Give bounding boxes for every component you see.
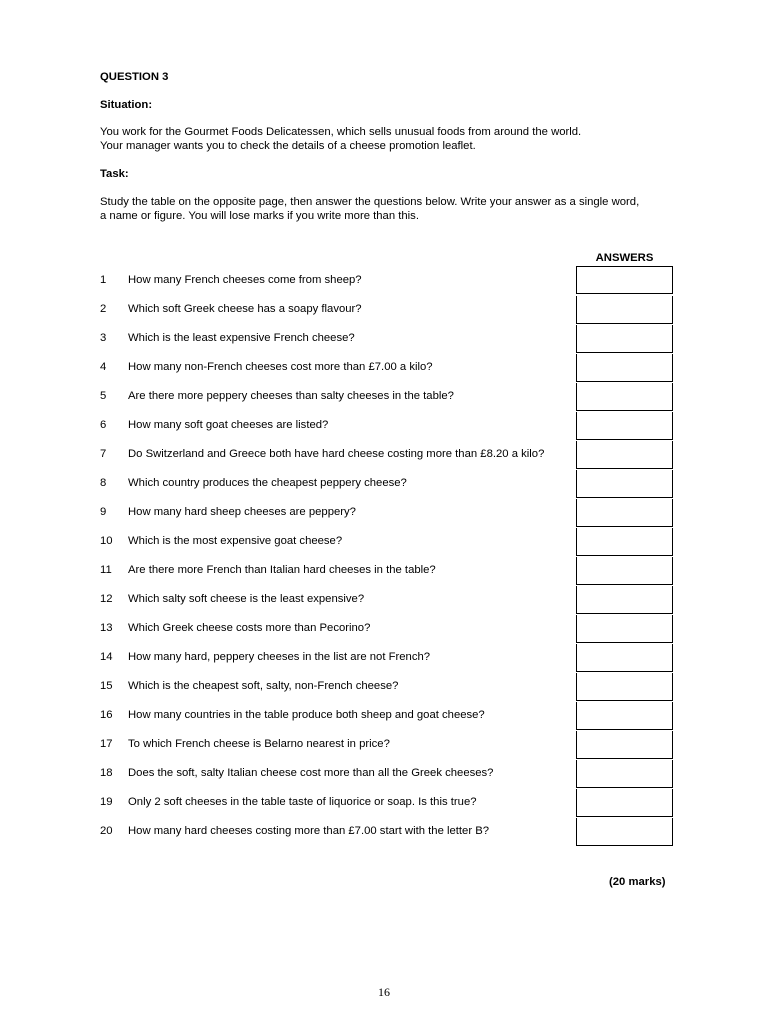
- situation-line: Your manager wants you to check the details of a cheese promotion leaflet.: [100, 140, 476, 152]
- question-number: 10: [100, 535, 113, 547]
- answer-box-20[interactable]: [576, 818, 673, 846]
- answer-box-5[interactable]: [576, 383, 673, 411]
- question-number: 17: [100, 738, 113, 750]
- answer-box-4[interactable]: [576, 354, 673, 382]
- answer-box-13[interactable]: [576, 615, 673, 643]
- question-text: How many hard, peppery cheeses in the list are not French?: [128, 651, 431, 663]
- answer-box-19[interactable]: [576, 789, 673, 817]
- question-number: 18: [100, 767, 113, 779]
- task-line: a name or figure. You will lose marks if you write more than this.: [100, 210, 419, 222]
- question-number: 11: [100, 564, 112, 576]
- question-number: 7: [100, 448, 107, 460]
- question-text: Which is the cheapest soft, salty, non-French cheese?: [128, 680, 399, 692]
- task-line: Study the table on the opposite page, then answer the questions below. Write your answer as a single word,: [100, 196, 640, 208]
- situation-label: Situation:: [100, 99, 153, 111]
- question-number: 20: [100, 825, 113, 837]
- question-number: 5: [100, 390, 107, 402]
- answer-box-6[interactable]: [576, 412, 673, 440]
- question-text: Which is the least expensive French cheese?: [128, 332, 355, 344]
- question-text: Are there more French than Italian hard cheeses in the table?: [128, 564, 436, 576]
- question-number: 4: [100, 361, 107, 373]
- question-number: 3: [100, 332, 107, 344]
- question-text: Which salty soft cheese is the least expensive?: [128, 593, 365, 605]
- answer-box-18[interactable]: [576, 760, 673, 788]
- question-number: 1: [100, 274, 107, 286]
- question-text: How many French cheeses come from sheep?: [128, 274, 362, 286]
- question-text: Which country produces the cheapest peppery cheese?: [128, 477, 407, 489]
- question-text: Do Switzerland and Greece both have hard cheese costing more than £8.20 a kilo?: [128, 448, 545, 460]
- question-number: 2: [100, 303, 107, 315]
- question-number: 6: [100, 419, 107, 431]
- question-number: 9: [100, 506, 107, 518]
- question-text: How many non-French cheeses cost more than £7.00 a kilo?: [128, 361, 433, 373]
- question-text: Which is the most expensive goat cheese?: [128, 535, 343, 547]
- answer-box-14[interactable]: [576, 644, 673, 672]
- answer-box-3[interactable]: [576, 325, 673, 353]
- question-text: Which Greek cheese costs more than Pecorino?: [128, 622, 371, 634]
- answer-box-9[interactable]: [576, 499, 673, 527]
- question-text: Does the soft, salty Italian cheese cost more than all the Greek cheeses?: [128, 767, 494, 779]
- answer-box-12[interactable]: [576, 586, 673, 614]
- answer-box-16[interactable]: [576, 702, 673, 730]
- question-text: How many soft goat cheeses are listed?: [128, 419, 329, 431]
- answer-box-7[interactable]: [576, 441, 673, 469]
- page-number: 16: [378, 985, 390, 999]
- marks-total: (20 marks): [609, 876, 666, 888]
- answer-box-11[interactable]: [576, 557, 673, 585]
- question-number: 19: [100, 796, 113, 808]
- question-text: How many countries in the table produce both sheep and goat cheese?: [128, 709, 485, 721]
- question-text: To which French cheese is Belarno nearest in price?: [128, 738, 390, 750]
- question-number: 13: [100, 622, 113, 634]
- answer-box-8[interactable]: [576, 470, 673, 498]
- question-number: 15: [100, 680, 113, 692]
- question-number: 14: [100, 651, 113, 663]
- question-text: Which soft Greek cheese has a soapy flavour?: [128, 303, 362, 315]
- answer-box-1[interactable]: [576, 266, 673, 294]
- answer-box-17[interactable]: [576, 731, 673, 759]
- question-text: Are there more peppery cheeses than salty cheeses in the table?: [128, 390, 454, 402]
- answer-box-2[interactable]: [576, 296, 673, 324]
- question-number: 8: [100, 477, 107, 489]
- answer-box-10[interactable]: [576, 528, 673, 556]
- question-text: Only 2 soft cheeses in the table taste of liquorice or soap. Is this true?: [128, 796, 477, 808]
- question-text: How many hard sheep cheeses are peppery?: [128, 506, 356, 518]
- question-heading: QUESTION 3: [100, 71, 169, 83]
- question-text: How many hard cheeses costing more than £7.00 start with the letter B?: [128, 825, 490, 837]
- question-number: 12: [100, 593, 113, 605]
- answers-header: ANSWERS: [595, 252, 654, 264]
- answer-box-15[interactable]: [576, 673, 673, 701]
- situation-line: You work for the Gourmet Foods Delicatessen, which sells unusual foods from around the world.: [100, 126, 582, 138]
- task-label: Task:: [100, 168, 129, 180]
- question-number: 16: [100, 709, 113, 721]
